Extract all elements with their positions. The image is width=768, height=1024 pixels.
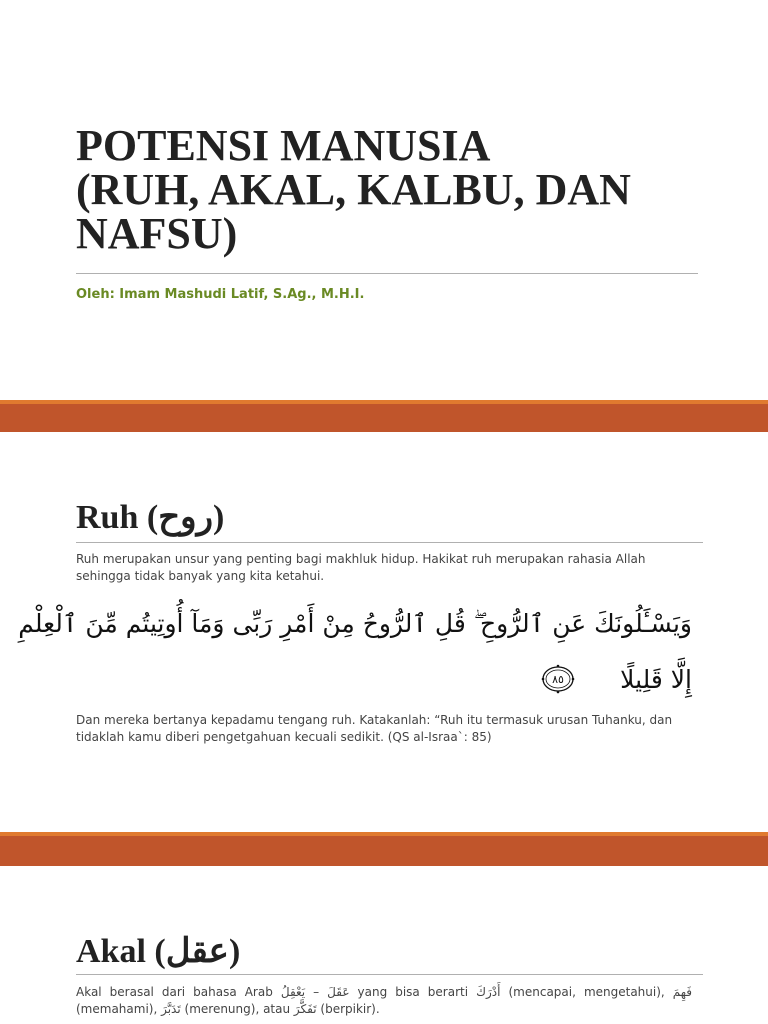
- title-slide: [0, 0, 768, 400]
- quran-verse-line-2: إِلَّا قَلِيلًا: [620, 665, 692, 694]
- slide-separator-band: [0, 832, 768, 866]
- ruh-slide: [0, 432, 768, 832]
- ayah-number-ornament: [541, 664, 575, 694]
- verse-translation: Dan mereka bertanya kepadamu tengang ruh. Katakanlah: “Ruh itu termasuk urusan Tuhanku, dan tidaklah kamu diberi pengetgahuan kecuali sedikit. (QS al-Israa`: 85): [76, 713, 673, 744]
- akal-slide: [0, 866, 768, 1024]
- ruh-heading: Ruh (روح): [76, 499, 225, 536]
- title-line-1: POTENSI MANUSIA: [76, 121, 491, 170]
- title-line-2: (RUH, AKAL, KALBU, DAN: [76, 165, 631, 214]
- ruh-heading-divider: [76, 542, 703, 543]
- presentation-title: [76, 121, 716, 258]
- ruh-intro-text: Ruh merupakan unsur yang penting bagi makhluk hidup. Hakikat ruh merupakan rahasia Allah sehingga tidak banyak yang kita ketahui.: [76, 552, 646, 583]
- author-byline: Oleh: Imam Mashudi Latif, S.Ag., M.H.I.: [76, 287, 365, 302]
- title-line-3: NAFSU): [76, 209, 238, 258]
- ayah-number: ٨٥: [552, 673, 564, 686]
- ayah-ornament-icon: [541, 664, 575, 694]
- quran-verse-line-1: وَيَسْـَٔلُونَكَ عَنِ ٱلرُّوحِ ۖ قُلِ ٱلرُّوحُ مِنْ أَمْرِ رَبِّى وَمَآ أُوتِيتُم مِّنَ ٱلْعِلْمِ: [18, 609, 692, 638]
- akal-heading-divider: [76, 974, 703, 975]
- slide-separator-band: [0, 400, 768, 432]
- akal-heading: Akal (عقل): [76, 933, 241, 970]
- title-divider: [76, 273, 698, 274]
- akal-definition-text: Akal berasal dari bahasa Arab عَقَلَ – يَعْقِلُ yang bisa berarti أَدْرَكَ (mencapai, mengetahui), فَهِمَ (memahami), تَدَبَّرَ (merenung), atau تَفَكَّرَ (berpikir).: [76, 985, 693, 1016]
